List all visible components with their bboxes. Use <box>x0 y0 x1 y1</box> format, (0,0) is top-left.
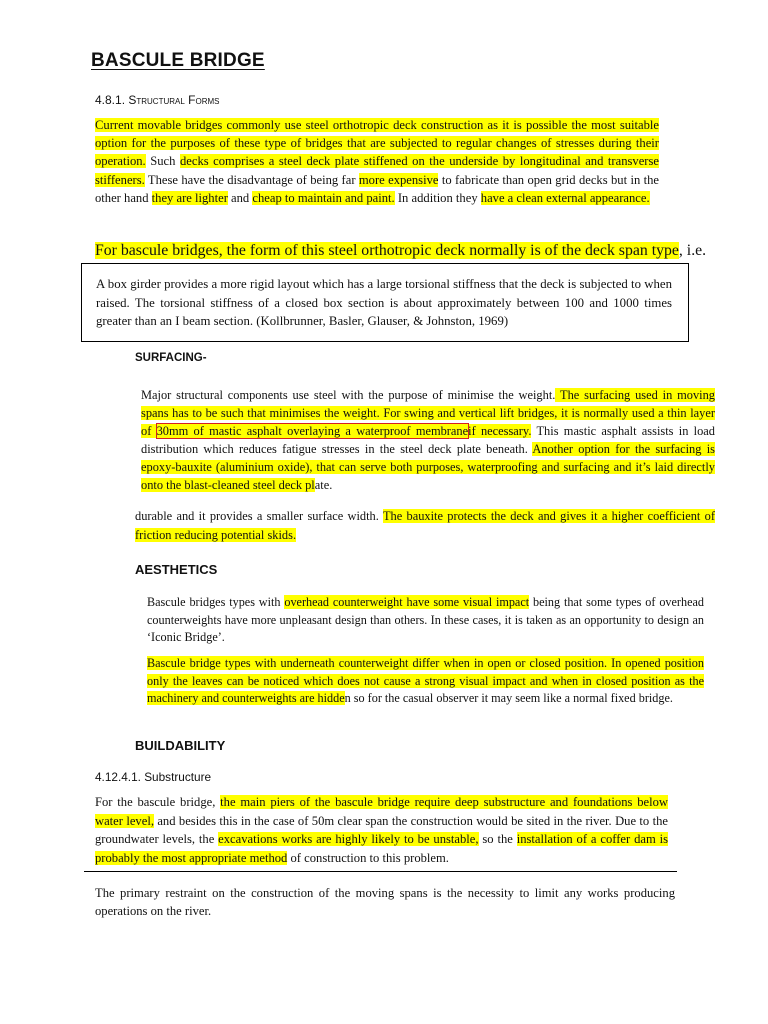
highlighted-text-run: if necessary. <box>468 424 532 439</box>
highlighted-text-run: excavations works are highly likely to be unstable, <box>218 832 479 846</box>
text-run: , i.e. <box>678 242 707 259</box>
text-run: Such <box>145 154 180 169</box>
heading-buildability: BUILDABILITY <box>135 738 226 753</box>
section-heading-substructure: 4.12.4.1. Substructure <box>95 770 212 784</box>
text-run: For the bascule bridge, <box>95 795 221 809</box>
highlighted-text-run: The bauxite protects the deck and gives it a higher coefficient of friction reducing potential skids. <box>135 509 715 542</box>
horizontal-rule <box>84 871 677 872</box>
text-run: so the <box>478 832 517 846</box>
text-run: These have the disadvantage of being far <box>144 172 359 187</box>
paragraph-bascule-deck-form <box>95 241 707 261</box>
highlighted-text-run: Bascule bridge types with underneath counterweight differ when in open or closed position. In opened position only the leaves can be noticed which does not cause a strong visual impact and when in closed position as the machinery and counterweights are hidde <box>147 656 704 705</box>
highlighted-text-run: have a clean external appearance. <box>480 190 650 205</box>
text-run: Major structural components use steel with the purpose of minimise the weight. <box>141 388 556 402</box>
paragraph-surfacing-bauxite <box>135 507 715 544</box>
document-title: BASCULE BRIDGE <box>91 50 265 71</box>
text-run: of construction to this problem. <box>287 850 449 865</box>
paragraph-surfacing-main <box>141 386 715 495</box>
highlighted-text-run: overhead counterweight have some visual impact <box>284 595 530 609</box>
highlighted-text-run: decks comprises a steel deck plate stiffened on the underside by longitudinal and transverse stiffeners. <box>95 154 659 187</box>
text-run: to fabricate than open grid decks but in the other hand <box>95 172 659 205</box>
section-heading-structural-forms: 4.8.1. Structural Forms <box>95 93 220 107</box>
annotated-text-run: 30mm of mastic asphalt overlaying a waterproof membrane <box>156 424 469 439</box>
paragraph-structural-forms <box>95 116 659 207</box>
text-run: and <box>227 190 253 205</box>
heading-surfacing: SURFACING- <box>135 352 207 364</box>
highlighted-text-run: Current movable bridges commonly use steel orthotropic deck construction as it is possible the most suitable option for the purposes of these type of bridges that are subjected to regular changes of stresses during their operation. <box>95 118 659 169</box>
text-run: and besides this in the case of 50m clear span the construction would be sited in the river. Due to the groundwater levels, the <box>95 813 668 846</box>
paragraph-aesthetics-underneath <box>147 655 704 708</box>
highlighted-text-run: The surfacing used in moving spans has to be such that minimises the weight. For swing and vertical lift bridges, it is normally used a thin layer of <box>141 388 716 439</box>
highlighted-text-run: the main piers of the bascule bridge require deep substructure and foundations below water level, <box>95 795 668 828</box>
text-run: being that some types of overhead counterweights have more unpleasant design than others. In these cases, it is taken as an opportunity to design an ‘Iconic Bridge’. <box>147 595 704 644</box>
highlighted-text-run: Another option for the surfacing is epoxy-bauxite (aluminium oxide), that can serve both purposes, waterproofing and surfacing and it’s laid directly onto the blast-cleaned steel deck pl <box>141 442 715 493</box>
highlighted-text-run: they are lighter <box>151 190 228 205</box>
paragraph-primary-restraint: The primary restraint on the construction of the moving spans is the necessity to limit any works producing operations on the river. <box>95 886 675 919</box>
highlighted-text-run: cheap to maintain and paint. <box>252 190 395 205</box>
text-run: This mastic asphalt assists in load distribution which reduces fatigue stresses in the steel deck plate beneath. <box>141 424 715 457</box>
text-run: n so for the casual observer it may seem like a normal fixed bridge. <box>344 691 673 705</box>
highlighted-text-run: For bascule bridges, the form of this steel orthotropic deck normally is of the deck span type <box>95 242 679 259</box>
text-run: ate. <box>314 478 333 493</box>
highlighted-text-run: installation of a coffer dam is probably the most appropriate method <box>95 832 669 865</box>
paragraph-substructure <box>95 793 668 867</box>
heading-aesthetics: AESTHETICS <box>135 562 218 577</box>
text-run: In addition they <box>394 190 481 205</box>
text-run: durable and it provides a smaller surface width. <box>135 509 383 523</box>
text-run: Bascule bridges types with <box>147 595 285 609</box>
highlighted-text-run: more expensive <box>358 172 439 187</box>
paragraph-box-girder: A box girder provides a more rigid layout which has a large torsional stiffness that the deck is subjected to when raised. The torsional stiffness of a closed box section is about approximately between 100 and 1000 times greater than an I beam section. (Kollbrunner, Basler, Glauser, & Johnston, 1969) <box>96 277 672 328</box>
paragraph-aesthetics-overhead <box>147 594 704 647</box>
